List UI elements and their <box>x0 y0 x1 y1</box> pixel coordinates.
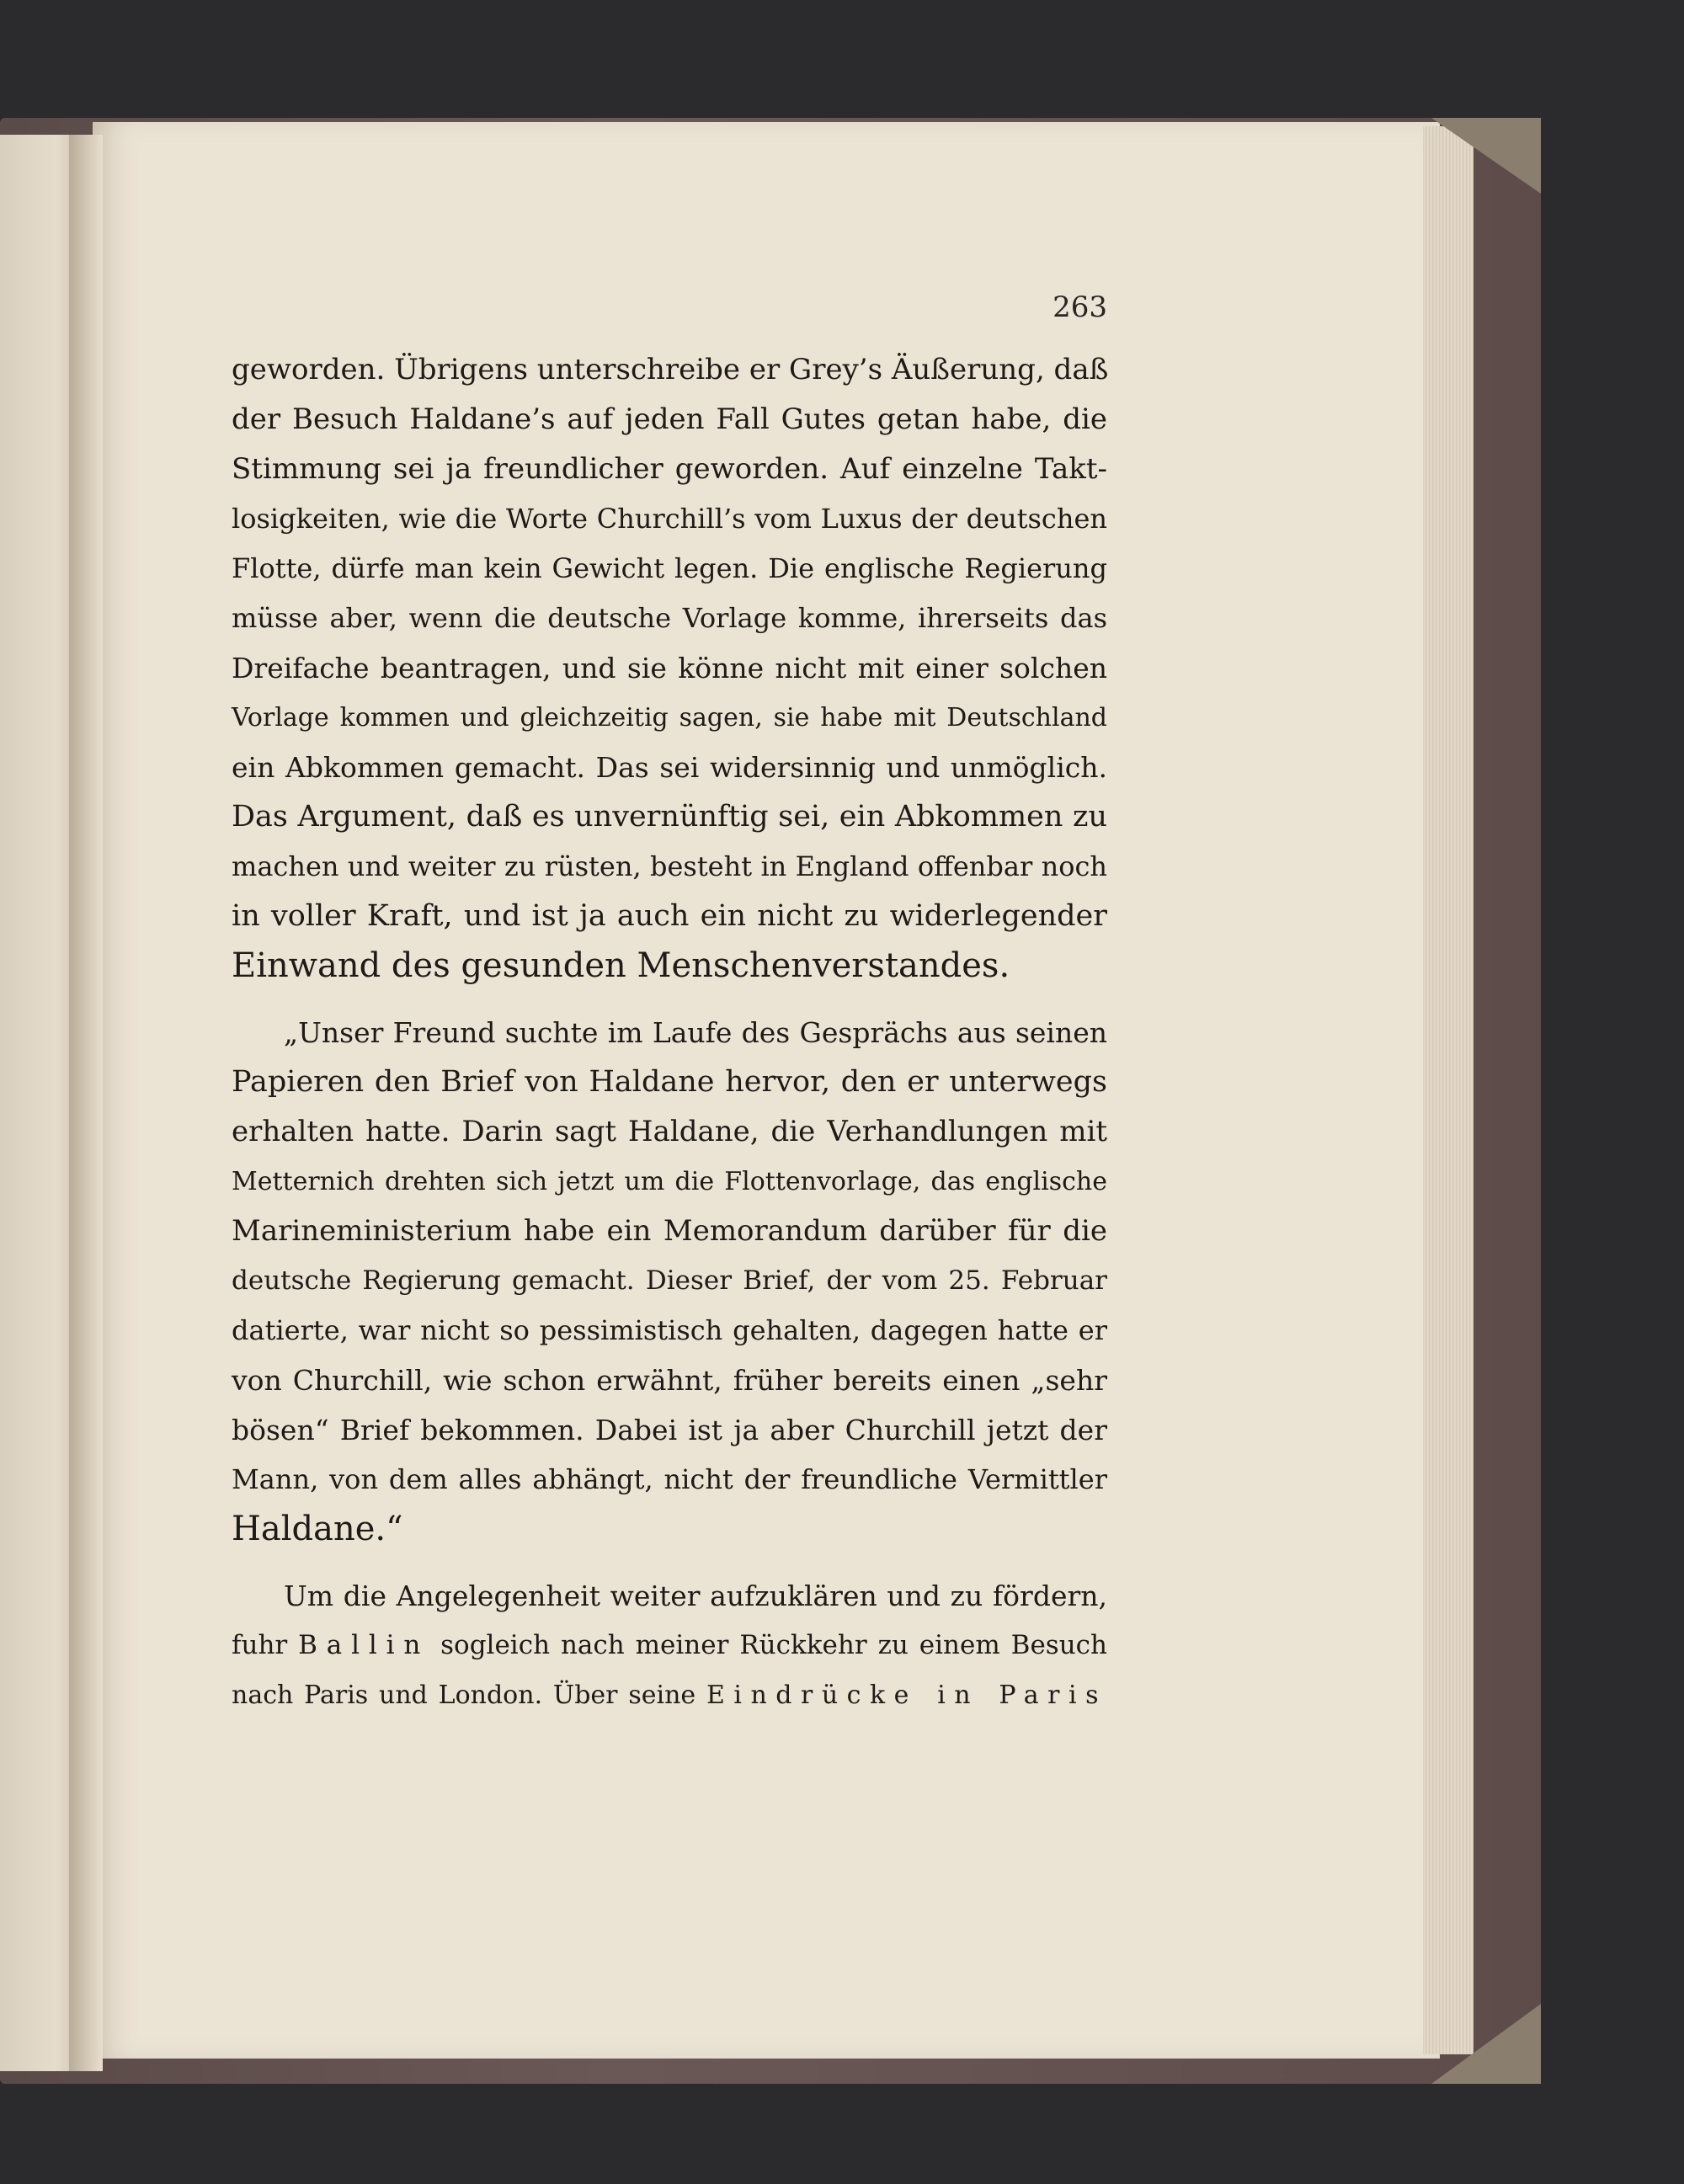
text-line: Haldane.“ <box>232 1510 403 1548</box>
text-line: Um die Angelegenheit weiter aufzuklären und zu fördern, <box>284 1579 1107 1612</box>
page-number: 263 <box>1052 290 1107 324</box>
text-line: Vorlage kommen und gleichzeitig sagen, sie habe mit Deutschland <box>232 703 1107 732</box>
text-segment: fuhr <box>232 1630 288 1660</box>
text-line: Flotte, dürfe man kein Gewicht legen. Die englische Regierung <box>232 552 1107 584</box>
text-line: Stimmung sei ja freundlicher geworden. Auf einzelne Takt- <box>232 452 1107 486</box>
spaced-name: Ballin <box>298 1630 430 1660</box>
text-line: Metternich drehten sich jetzt um die Flottenvorlage, das englische <box>232 1167 1107 1196</box>
text-line: erhalten hatte. Darin sagt Haldane, die Verhandlungen mit <box>232 1115 1107 1148</box>
text-line: ein Abkommen gemacht. Das sei widersinnig und unmöglich. <box>232 751 1107 784</box>
text-line: Dreifache beantragen, und sie könne nicht mit einer solchen <box>232 652 1107 684</box>
text-line: Mann, von dem alles abhängt, nicht der freundliche Vermittler <box>232 1463 1107 1495</box>
text-line: losigkeiten, wie die Worte Churchill’s vom Luxus der deutschen <box>232 503 1107 535</box>
text-segment: sogleich nach meiner Rückkehr zu einem Besuch <box>440 1630 1107 1660</box>
book-gutter <box>69 135 103 2071</box>
page-edges <box>1423 126 1474 2054</box>
text-line: der Besuch Haldane’s auf jeden Fall Gutes getan habe, die <box>232 402 1107 436</box>
text-line: bösen“ Brief bekommen. Dabei ist ja aber Churchill jetzt der <box>232 1414 1107 1446</box>
text-line: Das Argument, daß es unvernünftig sei, ein Abkommen zu <box>232 800 1107 834</box>
text-line: deutsche Regierung gemacht. Dieser Brief, der vom 25. Februar <box>232 1265 1107 1296</box>
text-line: in voller Kraft, und ist ja auch ein nicht zu widerlegender <box>232 899 1107 933</box>
body-text <box>232 345 1107 1720</box>
text-line: Marineministerium habe ein Memorandum darüber für die <box>232 1214 1107 1248</box>
text-line: Papieren den Brief von Haldane hervor, den er unterwegs <box>232 1065 1107 1099</box>
text-line: „Unser Freund suchte im Laufe des Gesprächs aus seinen <box>284 1016 1107 1049</box>
spaced-phrase: Eindrücke in Paris <box>706 1681 1107 1710</box>
text-line: von Churchill, wie schon erwähnt, früher bereits einen „sehr <box>232 1364 1107 1397</box>
text-line: datierte, war nicht so pessimistisch gehalten, dagegen hatte er <box>232 1314 1107 1346</box>
text-line: müsse aber, wenn die deutsche Vorlage komme, ihrerseits das <box>232 602 1107 634</box>
text-line-composite <box>232 1670 1107 1720</box>
text-line: machen und weiter zu rüsten, besteht in England offenbar noch <box>232 850 1107 882</box>
text-line-composite <box>232 1621 1107 1670</box>
text-segment: nach Paris und London. Über seine <box>232 1681 696 1710</box>
left-page-edge <box>0 135 80 2071</box>
text-line: Einwand des gesunden Menschenverstandes. <box>232 946 1010 985</box>
text-line: geworden. Übrigens unterschreibe er Grey’s Äußerung, daß <box>232 353 1109 386</box>
